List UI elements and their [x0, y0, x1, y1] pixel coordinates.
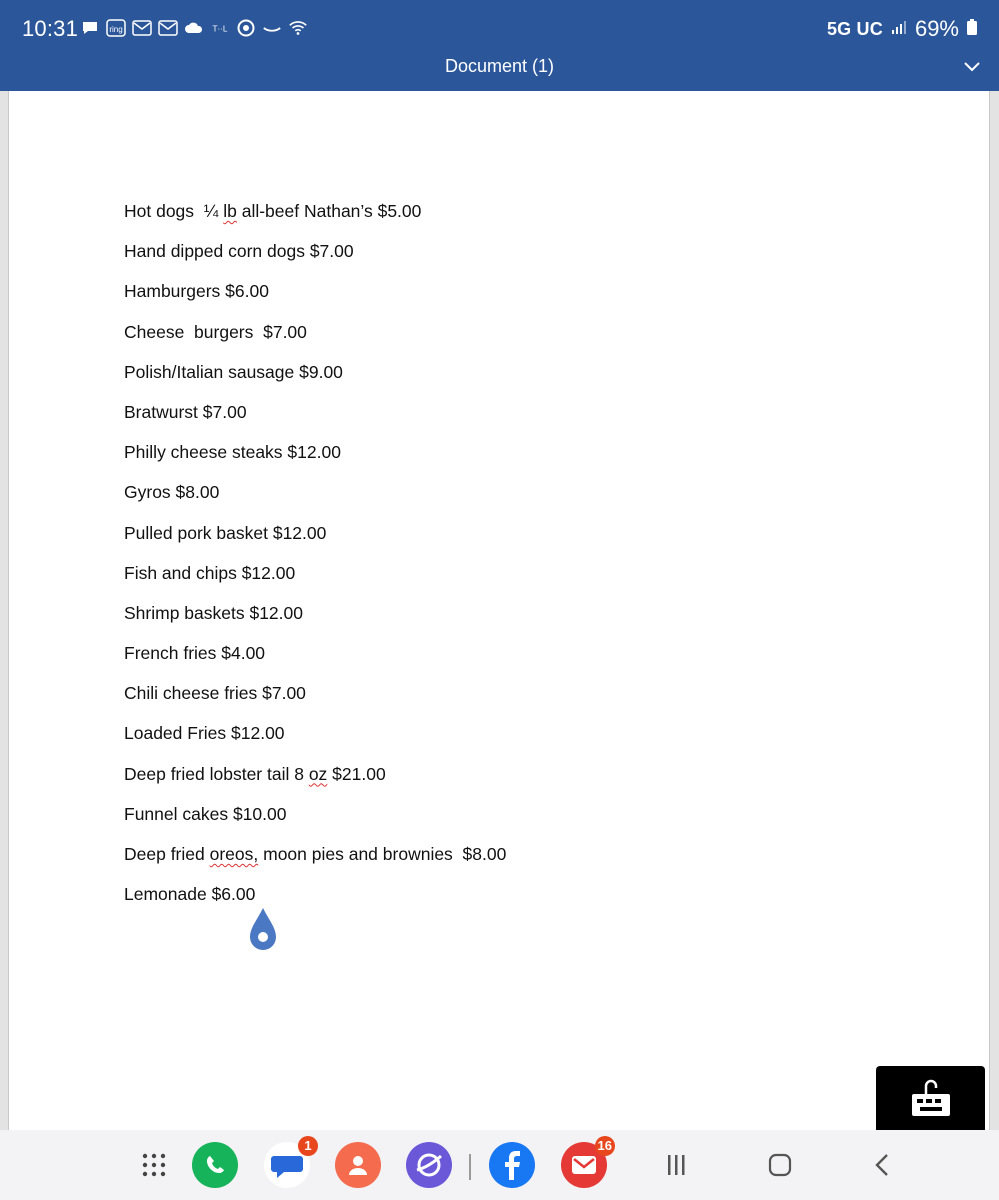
menu-item-text: Hamburgers $6.00 [124, 281, 269, 302]
keyboard-unlock-icon [908, 1078, 954, 1118]
menu-list [124, 201, 506, 924]
menu-item [124, 402, 506, 442]
menu-item [124, 241, 506, 281]
menu-item-text: Pulled pork basket $12.00 [124, 522, 327, 543]
menu-item [124, 322, 506, 362]
menu-item-text: Chili cheese fries $7.00 [124, 683, 306, 704]
svg-text:ring: ring [109, 25, 123, 34]
menu-item-text: Hand dipped corn dogs $7.00 [124, 241, 354, 262]
bottom-dock [0, 1130, 999, 1200]
document-page[interactable] [8, 91, 990, 1130]
menu-item-text: Lemonade $6.00 [124, 884, 256, 905]
chrome-icon [236, 18, 256, 38]
menu-item [124, 723, 506, 763]
menu-item-text: Gyros $8.00 [124, 482, 220, 503]
cloud-icon [184, 18, 204, 38]
apps-grid-icon[interactable] [139, 1150, 169, 1180]
recent-apps-icon[interactable] [661, 1150, 691, 1180]
messages-badge: 1 [298, 1136, 318, 1156]
contacts-app-icon[interactable] [335, 1142, 381, 1188]
menu-item-text: Polish/Italian sausage $9.00 [124, 361, 343, 382]
keyboard-toggle-button[interactable] [876, 1066, 985, 1130]
menu-item-text: Deep fried lobster tail 8 [124, 763, 309, 784]
messages-app-icon[interactable] [264, 1138, 312, 1188]
mail-icon [158, 18, 178, 38]
battery-icon [967, 18, 977, 41]
menu-item-text: Fish and chips $12.00 [124, 562, 296, 583]
network-type: 5G UC [826, 18, 883, 39]
menu-item-text: all-beef Nathan’s $5.00 [236, 201, 422, 221]
menu-item [124, 683, 506, 723]
menu-item-text: moon pies and brownies $8.00 [258, 844, 507, 864]
wifi-icon [288, 18, 308, 38]
spellcheck-word[interactable]: lb [223, 201, 237, 221]
menu-item-text: $21.00 [327, 763, 386, 784]
menu-item [124, 603, 506, 643]
internet-app-icon[interactable] [406, 1142, 452, 1188]
dock-divider [469, 1154, 471, 1180]
chat-icon [80, 18, 100, 38]
menu-item-text: Hot dogs ¼ [124, 201, 224, 221]
signal-icon [891, 18, 907, 41]
menu-item [124, 281, 506, 321]
menu-item [124, 563, 506, 603]
menu-item [124, 884, 506, 924]
menu-item [124, 362, 506, 402]
app-header [0, 0, 999, 91]
menu-item-text: Funnel cakes $10.00 [124, 803, 287, 824]
status-right [827, 16, 977, 42]
text-cursor-handle[interactable] [248, 906, 278, 952]
home-icon[interactable] [765, 1150, 795, 1180]
amazon-icon [262, 18, 282, 38]
email-badge: 16 [595, 1136, 615, 1156]
status-time: 10:31 [22, 16, 79, 41]
back-icon[interactable] [868, 1150, 898, 1180]
menu-item-text: Deep fried [124, 844, 210, 864]
menu-item [124, 643, 506, 683]
document-title[interactable]: Document (1) [444, 56, 555, 76]
menu-item [124, 482, 506, 522]
facebook-app-icon[interactable] [489, 1142, 535, 1188]
menu-item [124, 804, 506, 844]
page-gutter-right [990, 91, 999, 1130]
phone-app-icon[interactable] [192, 1142, 238, 1188]
notification-icons [80, 18, 308, 38]
spellcheck-word[interactable]: oreos, [209, 844, 259, 864]
menu-item [124, 442, 506, 482]
menu-item-text: French fries $4.00 [124, 643, 266, 664]
mail-icon [132, 18, 152, 38]
menu-item-text: Cheese burgers $7.00 [124, 321, 307, 342]
menu-item [124, 764, 506, 804]
battery-percent: 69% [914, 16, 959, 41]
ring-icon [106, 18, 126, 38]
menu-item [124, 844, 506, 884]
spellcheck-word[interactable]: oz [308, 763, 328, 784]
page-gutter-left [0, 91, 8, 1130]
menu-item-text: Loaded Fries $12.00 [124, 723, 285, 744]
menu-item-text: Philly cheese steaks $12.00 [124, 442, 341, 463]
svg-text:T··L: T··L [212, 24, 228, 34]
menu-item-text: Shrimp baskets $12.00 [124, 602, 303, 623]
menu-item [124, 201, 506, 241]
menu-item-text: Bratwurst $7.00 [124, 401, 247, 422]
t-mobile-icon [210, 18, 230, 38]
email-app-icon[interactable] [561, 1138, 612, 1188]
chevron-down-icon[interactable] [961, 56, 983, 78]
menu-item [124, 523, 506, 563]
